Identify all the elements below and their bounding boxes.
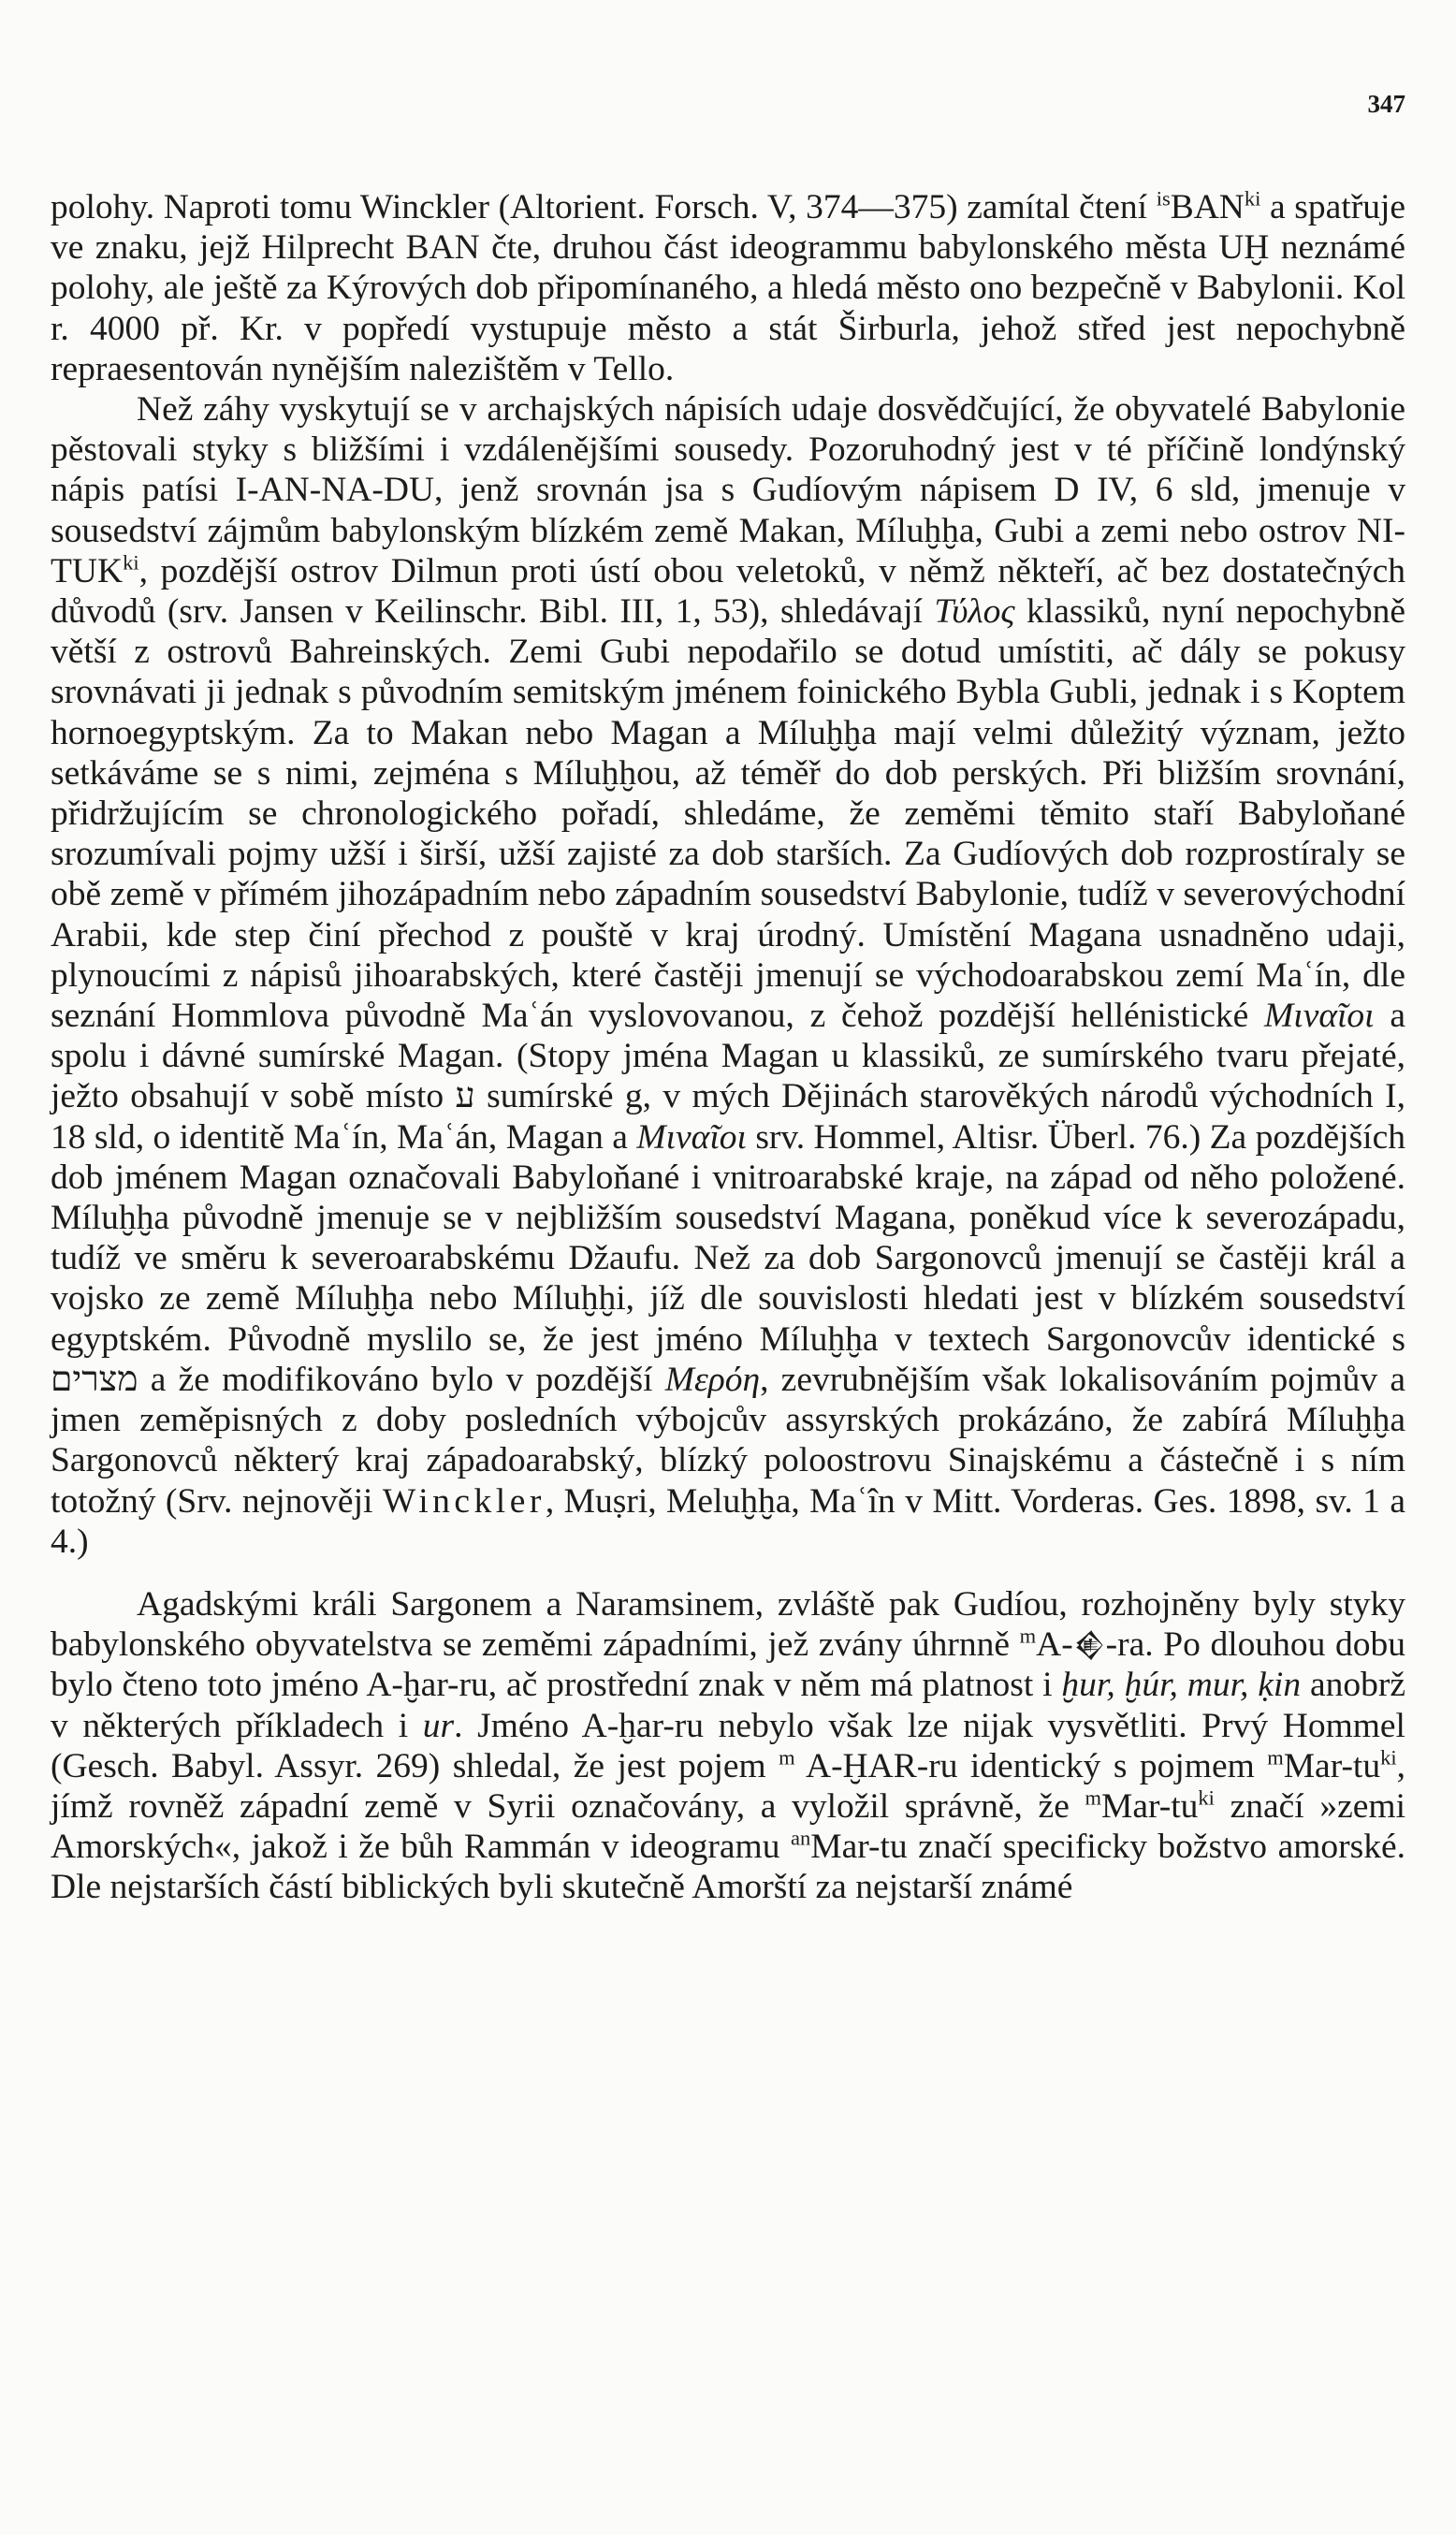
body-text [51,187,1405,1908]
page-number: 347 [1367,90,1405,118]
hebrew-letter: ע [455,1077,475,1116]
paragraph-2: Než záhy vyskytují se v archajských nápisích udaje dosvědčující, že obyvatelé Babylonie pěstovali styky s bližšími i vzdálenějšími sousedy. Pozoruhodný jest v té příčině londýnský nápis patísi I-AN-NA-DU, jenž srovnán jsa s Gudíovým nápisem D IV, 6 sld, jmenuje v sousedství zájmům babylonským blízkém země Makan, Míluḫḫa, Gubi a zemi nebo ostrov $NI-TUK^{ki}$, pozdější ostrov Dilmun proti ústí obou veletoků, v němž někteří, ač bez dostatečných důvodů (srv. Jansen v Keilinschr. Bibl. III, 1, 53), shledávají Τύλος klassiků, nyní nepochybně větší z ostrovů Bahreinských. Zemi Gubi nepodařilo se dotud umístiti, ač dály se pokusy srovnávati ji jednak s původním semitským jménem foinického Bybla Gubli, jednak i s Koptem hornoegyptským. Za to Makan nebo Magan a Míluḫḫa mají velmi důležitý význam, ježto setkáváme se s nimi, zejména s Míluḫḫou, až téměř do dob perských. Při bližším srovnání, přidržujícím se chronologického pořadí, shledáme, že zeměmi těmito staří Babyloňané srozumívali pojmy užší i širší, užší zajisté za dob starších. Za Gudíových dob rozprostíraly se obě země v přímém jihozápadním nebo západním sousedství Babylonie, tudíž v severovýchodní Arabii, kde step činí přechod z pouště v kraj úrodný. Umístění Magana usnadněno udaji, plynoucími z nápisů jihoarabských, které častěji jmenují se východoarabskou zemí Maʿín, dle seznání Hommlova původně Maʿán vyslovovanou, z čehož pozdější hellénistické Μιναῖοι a spolu i dávné sumírské Magan. (Stopy jména Magan u klassiků, ze sumírského tvaru přejaté, ježto obsahují v sobě místo ע sumírské g, v mých Dějinách starověkých národů východních I, 18 sld, o identitě Maʿín, Maʿán, Magan a Μιναῖοι srv. Hommel, Altisr. Überl. 76.) Za pozdějších dob jménem Magan označovali Babyloňané i vnitroarabské kraje, na západ od něho položené. Míluḫḫa původně jmenuje se v nejbližším sousedství Magana, poněkud více k severozápadu, tudíž ve směru k severoarabskému Džaufu. Než za dob Sargonovců jmenují se častěji král a vojsko ze země Míluḫḫa nebo Míluḫḫi, jíž dle souvislosti hledati jest v blízkém sousedství egyptském. Původně myslilo se, že jest jméno Míluḫḫa v textech Sargonovcův identické s מצרים a že modifikováno bylo v pozdější Μερόη, zevrubnějším však lokalisováním pojmův a jmen zeměpisných z doby posledních výbojcův assyrských prokázáno, že zabírá Míluḫḫa Sargonovců některý kraj západoarabský, blízký poloostrovu Sinajskému a částečně i s ním totožný (Srv. nejnověji Winckler, Muṣri, Meluḫḫa, Maʿîn v Mitt. Vorderas. Ges. 1898, sv. 1 a 4.) [51,390,1405,1561]
cuneiform-sign: 𒄯 [1072,1626,1106,1664]
hebrew-word: מצרים [51,1360,138,1399]
paragraph-1: polohy. Naproti tomu Winckler (Altorient. Forsch. V, 374—375) zamítal čtení $^{is}BAN^{ki}$ a spatřuje ve znaku, jejž Hilprecht BAN čte, druhou část ideogrammu babylonského města UḪ neznámé polohy, ale ještě za Kýrových dob připomínaného, a hledá město ono bezpečně v Babylonii. Kol r. 4000 př. Kr. v popředí vystupuje město a stát Širburla, jehož střed jest nepochybně repraesentován nynějším nalezištěm v Tello. [51,186,1406,388]
spaced-author-name: Winckler [382,1481,546,1521]
greek-word: Μερόη [664,1360,761,1399]
greek-word: Τύλος [934,592,1015,632]
greek-word: Μιναῖοι [636,1117,747,1157]
greek-word: Μιναῖοι [1264,997,1375,1036]
paragraph-3: Agadskými králi Sargonem a Naramsinem, zvláště pak Gudíou, rozhojněny byly styky babylonského obyvatelstva se zeměmi západními, jež zvány úhrnně $^m$A-𒄯-ra. Po dlouhou dobu bylo čteno toto jméno A-ḫar-ru, ač prostřední znak v něm má platnost i ḫur, ḫúr, mur, ḳin anobrž v některých příkladech i ur. Jméno A-ḫar-ru nebylo však lze nijak vysvětliti. Prvý Hommel (Gesch. Babyl. Assyr. 269) shledal, že jest pojem $^m$ A-ḪAR-ru identický s pojmem $^mMar-tu^{ki}$, jímž rovněž západní země v Syrii označovány, a vyložil správně, že $^mMar-tu^{ki}$ značí »zemi Amorských«, jakož i že bůh Rammán v ideogramu $^{an}$Mar-tu značí specificky božstvo amorské. Dle nejstarších částí biblických byli skutečně Amorští za nejstarší známé [51,1584,1406,1907]
